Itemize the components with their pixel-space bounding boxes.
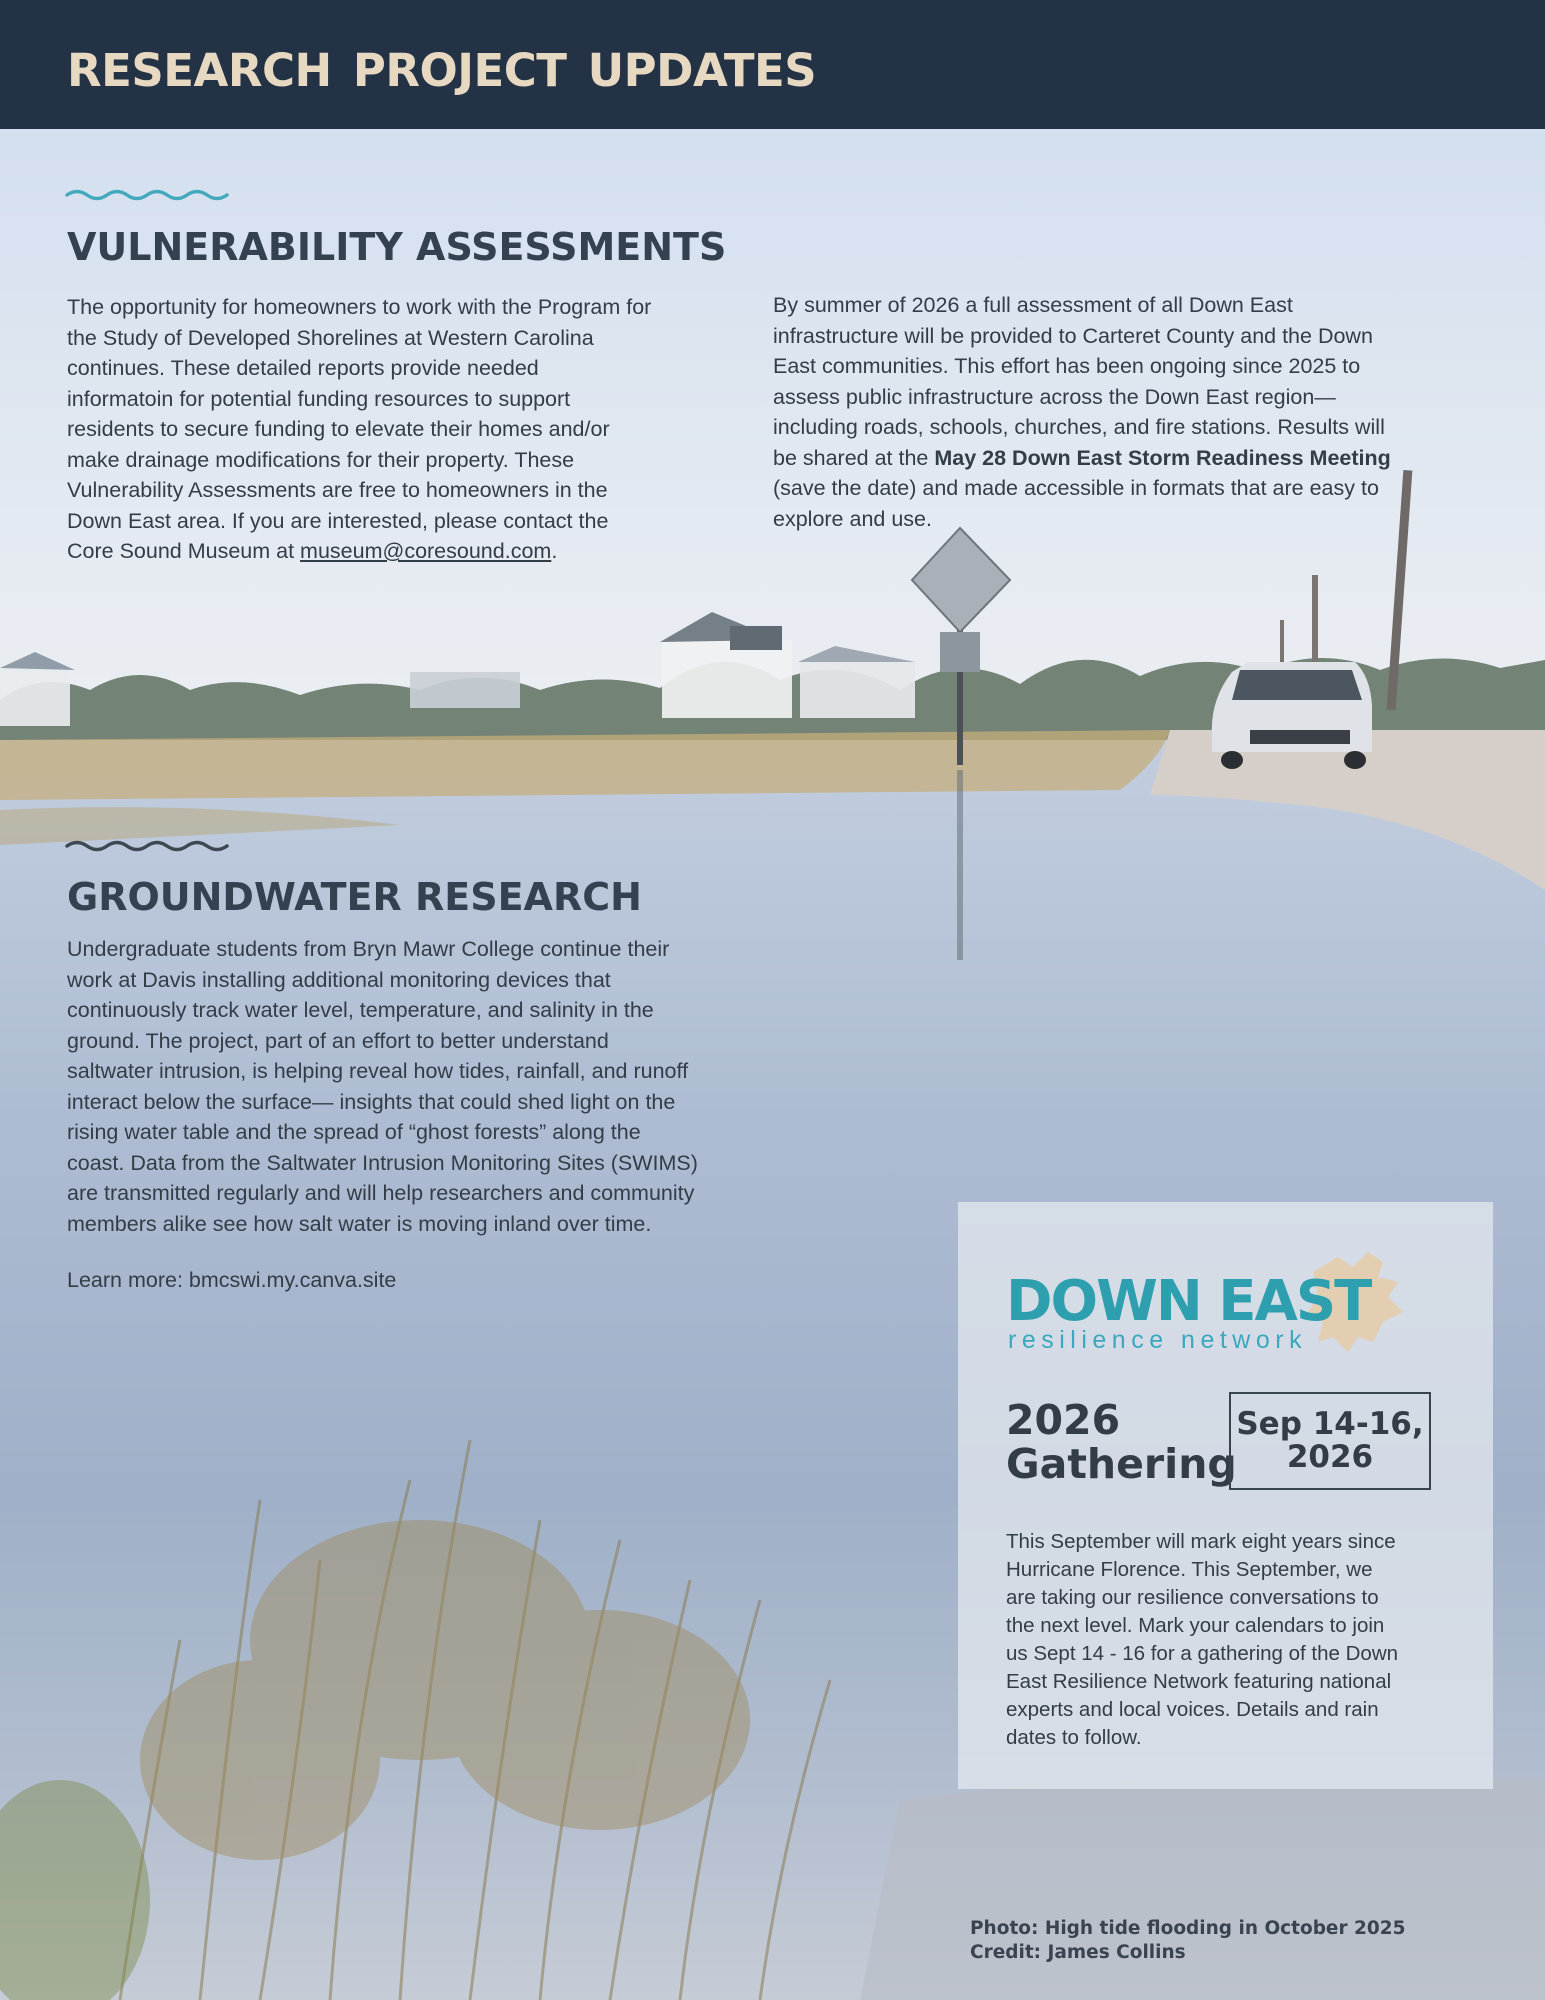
- text-line: explore and use.: [773, 506, 932, 531]
- text-line: dates to follow.: [1006, 1726, 1142, 1749]
- date-year: 2026: [1286, 1439, 1374, 1475]
- meeting-name: May 28 Down East Storm Readiness Meeting: [934, 445, 1391, 470]
- text-line: East communities. This effort has been ongoing since 2025 to: [773, 354, 1361, 378]
- text-line: Undergraduate students from Bryn Mawr College continue their: [67, 937, 670, 961]
- photo-caption: Photo: High tide flooding in October 2025: [970, 1918, 1406, 1939]
- meeting-prefix: be shared at the: [773, 445, 935, 470]
- text-line: are transmitted regularly and will help researchers and community: [67, 1181, 695, 1205]
- vulnerability-heading: VULNERABILITY ASSESSMENTS: [67, 225, 727, 269]
- text-line: residents to secure funding to elevate their homes and/or: [67, 417, 610, 441]
- text-line: including roads, schools, churches, and fire stations. Results will: [773, 415, 1385, 439]
- wave-divider-teal: [65, 188, 230, 202]
- photo-credit-name: Credit: James Collins: [970, 1942, 1186, 1963]
- logo-wordmark: DOWN EAST: [1006, 1269, 1371, 1334]
- page-title: RESEARCH PROJECT UPDATES: [67, 44, 817, 97]
- text-line: the next level. Mark your calendars to join: [1006, 1614, 1385, 1637]
- gathering-description: [1006, 1528, 1456, 1752]
- gathering-label: Gathering: [1006, 1440, 1237, 1488]
- text-line: rising water table and the spread of “ghost forests” along the: [67, 1120, 641, 1144]
- learn-more-link[interactable]: Learn more: bmcswi.my.canva.site: [67, 1268, 397, 1292]
- text-line: ground. The project, part of an effort to better understand: [67, 1028, 609, 1053]
- text-line: make drainage modifications for their property. These: [67, 447, 575, 472]
- text-line: assess public infrastructure across the Down East region—: [773, 384, 1336, 409]
- text-line: East Resilience Network featuring national: [1006, 1670, 1392, 1693]
- text-line: work at Davis installing additional monitoring devices that: [67, 967, 611, 992]
- wave-divider-dark: [65, 839, 230, 853]
- text-line: the Study of Developed Shorelines at Western Carolina: [67, 325, 594, 350]
- vulnerability-right-text: [773, 290, 1493, 534]
- email-link[interactable]: museum@coresound.com: [300, 539, 552, 563]
- groundwater-text: [67, 934, 787, 1239]
- text-line: Down East area. If you are interested, please contact the: [67, 508, 609, 533]
- text-line: Vulnerability Assessments are free to homeowners in the: [67, 478, 608, 502]
- date-range: Sep 14-16,: [1236, 1406, 1424, 1442]
- vulnerability-left-text: [67, 292, 737, 567]
- gathering-title: [1006, 1398, 1237, 1486]
- event-date: [1236, 1408, 1423, 1474]
- gathering-year: 2026: [1006, 1396, 1121, 1444]
- text-line: infrastructure will be provided to Carteret County and the Down: [773, 323, 1373, 348]
- marsh-grass: [0, 730, 1170, 800]
- text-line: (save the date) and made accessible in formats that are easy to: [773, 476, 1379, 500]
- text-line: experts and local voices. Details and rain: [1006, 1698, 1379, 1721]
- text-line: members alike see how salt water is moving inland over time.: [67, 1211, 652, 1236]
- text-line: continuously track water level, temperature, and salinity in the: [67, 998, 654, 1022]
- text-line: By summer of 2026 a full assessment of all Down East: [773, 293, 1293, 317]
- text-line: saltwater intrusion, is helping reveal how tides, rainfall, and runoff: [67, 1059, 689, 1083]
- contact-prefix: Core Sound Museum at: [67, 539, 301, 563]
- text-line: us Sept 14 - 16 for a gathering of the Down: [1006, 1642, 1399, 1665]
- logo-tagline: resilience network: [1008, 1326, 1308, 1354]
- text-line: interact below the surface— insights that could shed light on the: [67, 1089, 676, 1114]
- contact-suffix: .: [551, 539, 558, 563]
- text-line: informatoin for potential funding resources to support: [67, 386, 571, 411]
- text-line: continues. These detailed reports provide needed: [67, 356, 539, 380]
- text-line: Hurricane Florence. This September, we: [1006, 1558, 1373, 1581]
- text-line: This September will mark eight years since: [1006, 1530, 1396, 1553]
- header-bar: [0, 0, 1545, 129]
- gathering-card: [958, 1202, 1493, 1789]
- date-box: [1229, 1392, 1431, 1490]
- text-line: The opportunity for homeowners to work with the Program for: [67, 295, 652, 319]
- groundwater-heading: GROUNDWATER RESEARCH: [67, 875, 642, 919]
- photo-credit: [970, 1917, 1406, 1965]
- text-line: are taking our resilience conversations to: [1006, 1586, 1379, 1609]
- text-line: coast. Data from the Saltwater Intrusion Monitoring Sites (SWIMS): [67, 1150, 698, 1175]
